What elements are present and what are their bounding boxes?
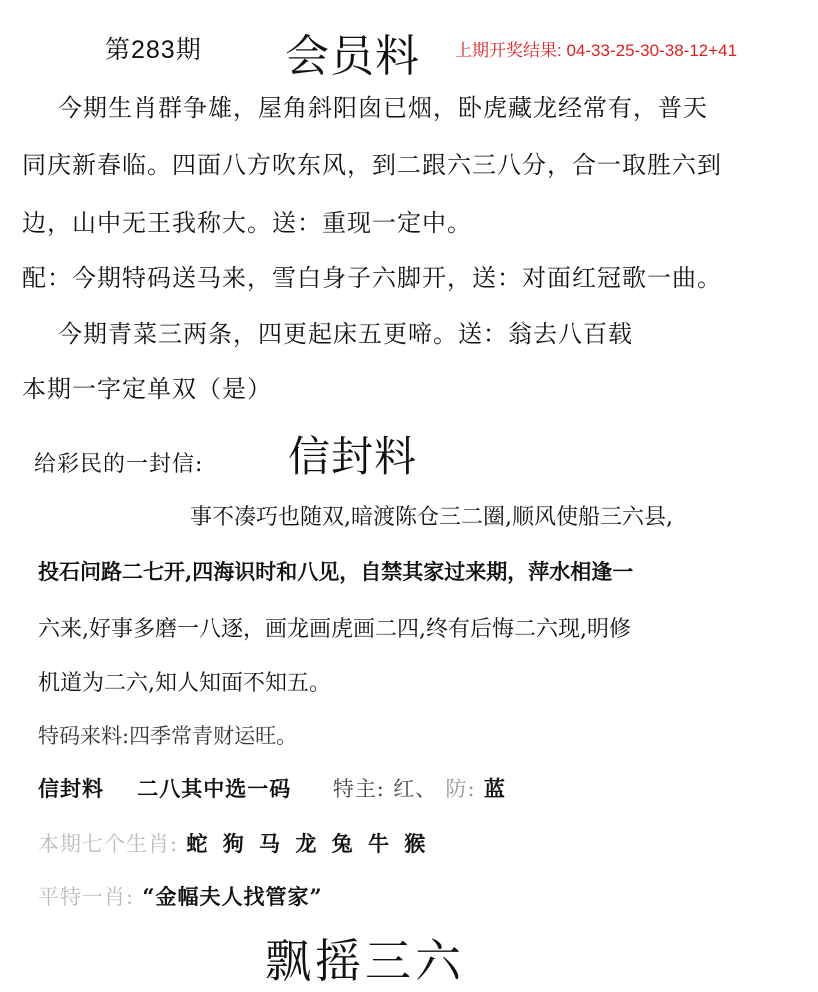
member-line-4: 配：今期特码送马来，雪白身子六脚开，送：对面红冠歌一曲。 bbox=[22, 264, 722, 292]
last-result-numbers: 04-33-25-30-38-12+41 bbox=[566, 41, 738, 60]
member-line-3: 边，山中无王我称大。送：重现一定中。 bbox=[22, 209, 472, 237]
zodiac-label: 本期七个生肖: bbox=[38, 832, 179, 856]
last-result-label: 上期开奖结果: bbox=[455, 41, 562, 60]
last-result bbox=[455, 36, 737, 61]
member-line-2: 同庆新春临。四面八方吹东风，到二跟六三八分，合一取胜六到 bbox=[22, 151, 722, 179]
letter-line-5: 特码来料:四季常青财运旺。 bbox=[38, 724, 298, 748]
phrase: “金幅夫人找管家” bbox=[142, 884, 323, 909]
zodiac-list: 蛇 狗 马 龙 兔 牛 猴 bbox=[186, 831, 430, 856]
footer-title: 飘摇三六 bbox=[265, 934, 465, 988]
letter-line-2: 投石问路二七开,四海识时和八见，自禁其家过来期，萍水相逢一 bbox=[38, 559, 634, 584]
main-label: 特主: bbox=[332, 777, 385, 801]
guard-label: 防: bbox=[445, 777, 476, 801]
letter-line-3: 六来,好事多磨一八逐，画龙画虎画二四,终有后悔二六现,明修 bbox=[38, 617, 631, 642]
member-line-5: 今期青菜三两条，四更起床五更啼。送：翁去八百载 bbox=[58, 320, 633, 348]
guard-value: 蓝 bbox=[483, 776, 506, 801]
letter-title: 信封料 bbox=[288, 432, 418, 481]
letter-line-1: 事不凑巧也随双,暗渡陈仓三二圈,顺风使船三六县, bbox=[190, 505, 673, 530]
zodiac-row bbox=[38, 828, 429, 858]
envelope-pick: 二八其中选一码 bbox=[137, 776, 292, 801]
member-line-6: 本期一字定单双（是） bbox=[22, 375, 272, 403]
letter-intro: 给彩民的一封信: bbox=[34, 452, 204, 477]
page-title: 会员料 bbox=[285, 31, 420, 82]
phrase-label: 平特一肖: bbox=[38, 885, 135, 909]
letter-line-4: 机道为二六,知人知面不知五。 bbox=[38, 671, 331, 696]
envelope-summary bbox=[38, 773, 506, 803]
phrase-row bbox=[38, 881, 323, 911]
envelope-label: 信封料 bbox=[38, 776, 104, 801]
main-value: 红、 bbox=[393, 777, 438, 801]
member-line-1: 今期生肖群争雄，屋角斜阳囱已烟，卧虎藏龙经常有，普天 bbox=[58, 94, 708, 122]
issue-number: 第283期 bbox=[105, 36, 202, 64]
